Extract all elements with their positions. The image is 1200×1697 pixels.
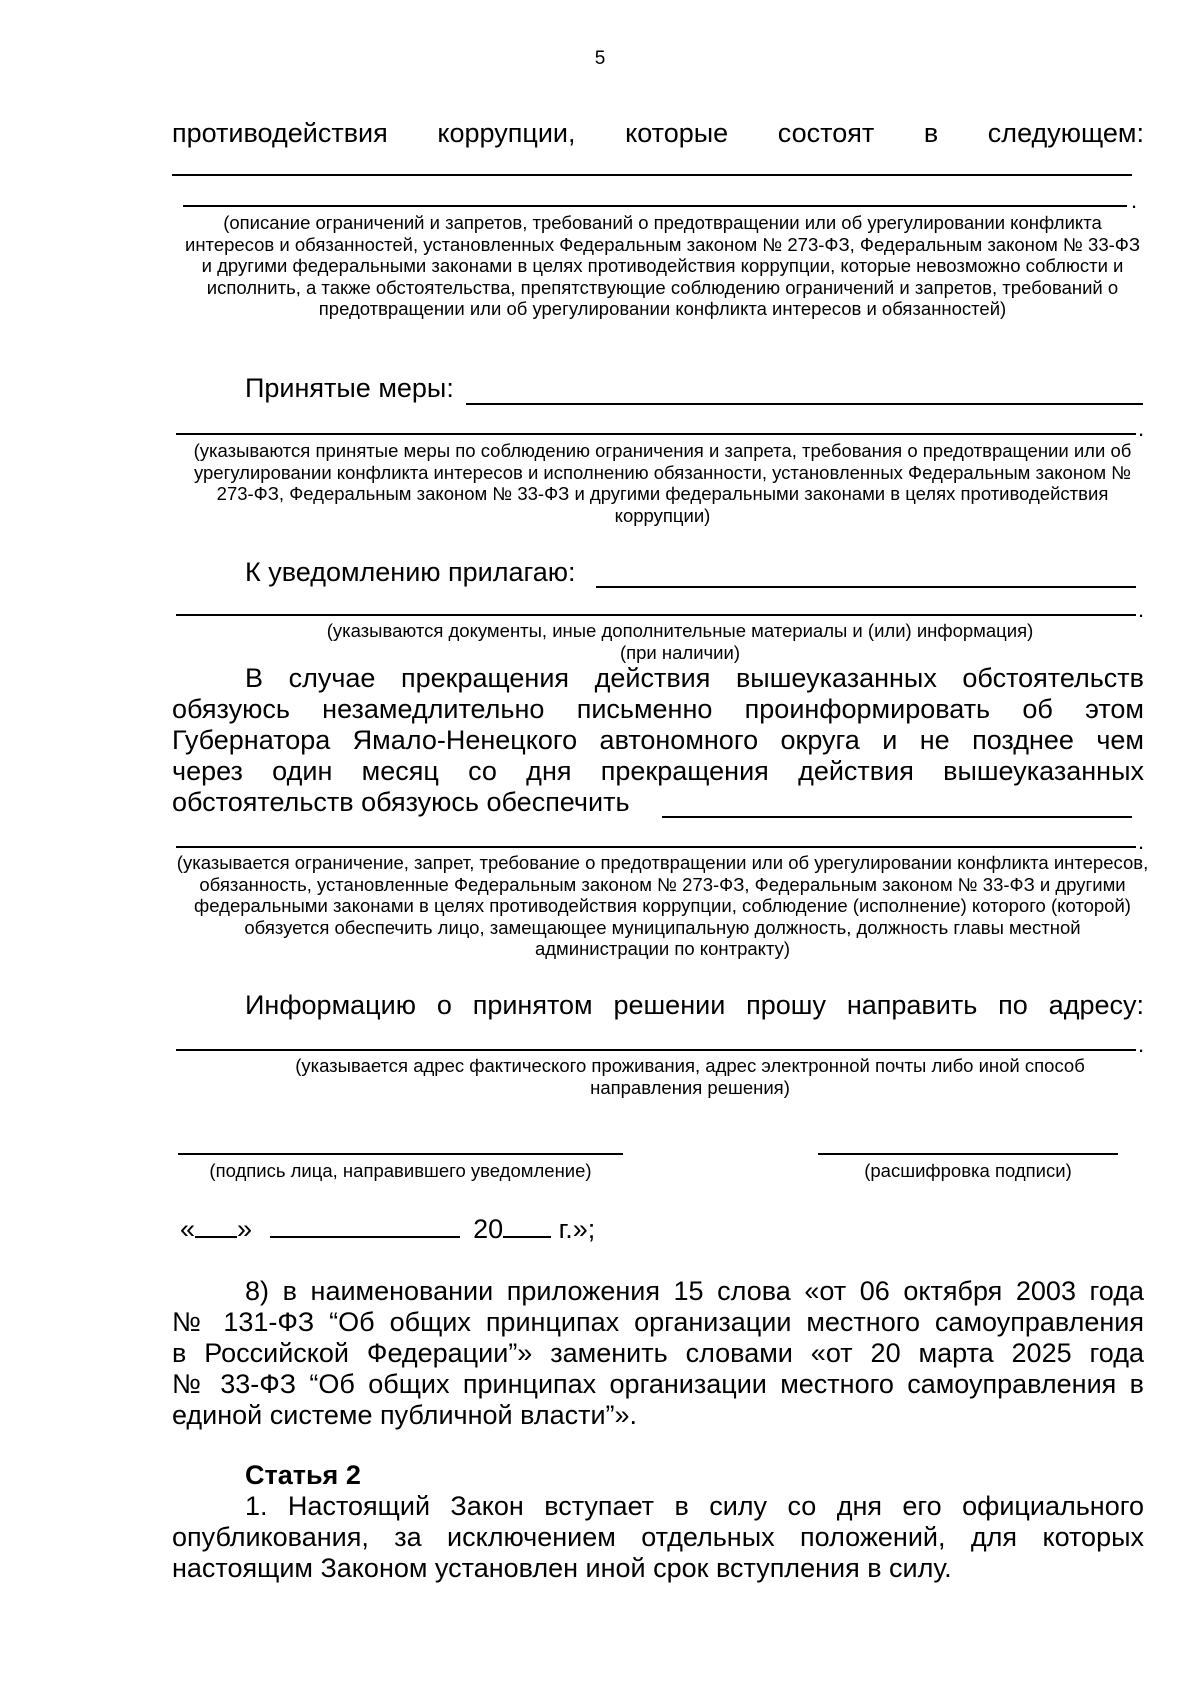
signature-label: (подпись лица, направившего уведомление) bbox=[209, 1160, 592, 1181]
blank-line bbox=[176, 846, 1136, 848]
article-title-text: Статья 2 bbox=[245, 1460, 361, 1490]
address-line: Информацию о принятом решении прошу направить по адресу: bbox=[245, 990, 1144, 1020]
date-suffix: г.»; bbox=[558, 1214, 596, 1244]
blank-line bbox=[172, 174, 1132, 176]
period-mark: . bbox=[1138, 1032, 1145, 1057]
article-line: опубликования, за исключением отдельных положений, для которых bbox=[172, 1522, 1144, 1552]
amendment-line: 8) в наименовании приложения 15 слова «от 06 октября 2003 года bbox=[245, 1276, 1144, 1306]
amendment-last-line: единой системе публичной власти”». bbox=[172, 1400, 638, 1430]
date-day-blank bbox=[195, 1236, 237, 1238]
date-open-quote: « bbox=[180, 1214, 196, 1244]
blank-line bbox=[596, 586, 1136, 588]
measures-label: Принятые меры: bbox=[245, 373, 454, 403]
obligation-line: через один месяц со дня прекращения действия вышеуказанных bbox=[172, 756, 1144, 786]
hint-attach-1: (указываются документы, иные дополнительные материалы и (или) информация) bbox=[326, 620, 1034, 641]
hint-restrictions: (описание ограничений и запретов, требований о предотвращении или об урегулировании конфликта интересов и обязанностей, установленных Федеральным законом № 273-ФЗ, Федеральным законом № 33-ФЗ и другими федеральными законами в целях противодействия коррупции, которые невозможно соблюсти и исполнить, а также обстоятельства, препятствующие соблюдению ограничений и запретов, требований о предотвращении или об урегулировании конфликта интересов и обязанностей) bbox=[185, 212, 1141, 319]
blank-line bbox=[466, 403, 1143, 405]
obligation-line: обязуюсь незамедлительно письменно проинформировать об этом bbox=[172, 694, 1144, 724]
article-title bbox=[245, 1460, 361, 1491]
obligation-last-text: обстоятельств обязуюсь обеспечить bbox=[172, 787, 630, 817]
date-close-quote: » bbox=[237, 1214, 253, 1244]
hint-attach-2: (при наличии) bbox=[619, 642, 741, 663]
article-last-line: настоящим Законом установлен иной срок вступления в силу. bbox=[172, 1553, 952, 1583]
attach-label: К уведомлению прилагаю: bbox=[245, 557, 576, 587]
signature-decode-line bbox=[818, 1153, 1118, 1155]
signature-line bbox=[178, 1153, 623, 1155]
date-month-blank bbox=[270, 1236, 460, 1238]
period-mark: . bbox=[1138, 597, 1145, 622]
obligation-line: Губернатора Ямало-Ненецкого автономного округа и не позднее чем bbox=[172, 725, 1144, 755]
hint-measures: (указываются принятые меры по соблюдению ограничения и запрета, требования о предотвращении или об урегулировании конфликта интересов и исполнению обязанности, установленных Федеральным законом № 273-ФЗ, Федеральным законом № 33-ФЗ и другими федеральными законами в целях противодействия коррупции) bbox=[193, 440, 1132, 526]
date-line bbox=[180, 1214, 595, 1245]
obligation-line: В случае прекращения действия вышеуказанных обстоятельств bbox=[245, 663, 1144, 693]
signature-decode-label: (расшифровка подписи) bbox=[864, 1160, 1072, 1181]
amendment-line: в Российской Федерации”» заменить словами «от 20 марта 2025 года bbox=[172, 1338, 1144, 1368]
amendment-line: № 131-ФЗ “Об общих принципах организации местного самоуправления bbox=[172, 1307, 1144, 1337]
period-mark: . bbox=[1138, 829, 1145, 854]
page-number: 5 bbox=[594, 48, 606, 69]
hint-address: (указывается адрес фактического проживания, адрес электронной почты либо иной способ направления решения) bbox=[295, 1055, 1085, 1098]
hint-obligation: (указывается ограничение, запрет, требование о предотвращении или об урегулировании конфликта интересов, обязанность, установленные Федеральным законом № 273-ФЗ, Федеральным законом № 33-ФЗ и другими федеральными законами в целях противодействия коррупции, соблюдение (исполнение) которого (которой) обязуется обеспечить лицо, замещающее муниципальную должность, должность главы местной администрации по контракту) bbox=[176, 852, 1149, 959]
blank-line bbox=[176, 614, 1136, 616]
blank-line bbox=[183, 205, 1127, 207]
date-year-blank bbox=[503, 1236, 551, 1238]
intro-line: противодействия коррупции, которые состоят в следующем: bbox=[172, 118, 1144, 148]
blank-line bbox=[176, 433, 1136, 435]
date-year-prefix: 20 bbox=[473, 1214, 504, 1244]
period-mark: . bbox=[1131, 188, 1138, 213]
obligation-last-line bbox=[172, 787, 630, 818]
period-mark: . bbox=[1138, 416, 1145, 441]
article-line: 1. Настоящий Закон вступает в силу со дня его официального bbox=[245, 1491, 1144, 1521]
blank-line bbox=[662, 816, 1132, 818]
amendment-line: № 33-ФЗ “Об общих принципах организации местного самоуправления в bbox=[172, 1369, 1144, 1399]
blank-line bbox=[176, 1049, 1136, 1051]
